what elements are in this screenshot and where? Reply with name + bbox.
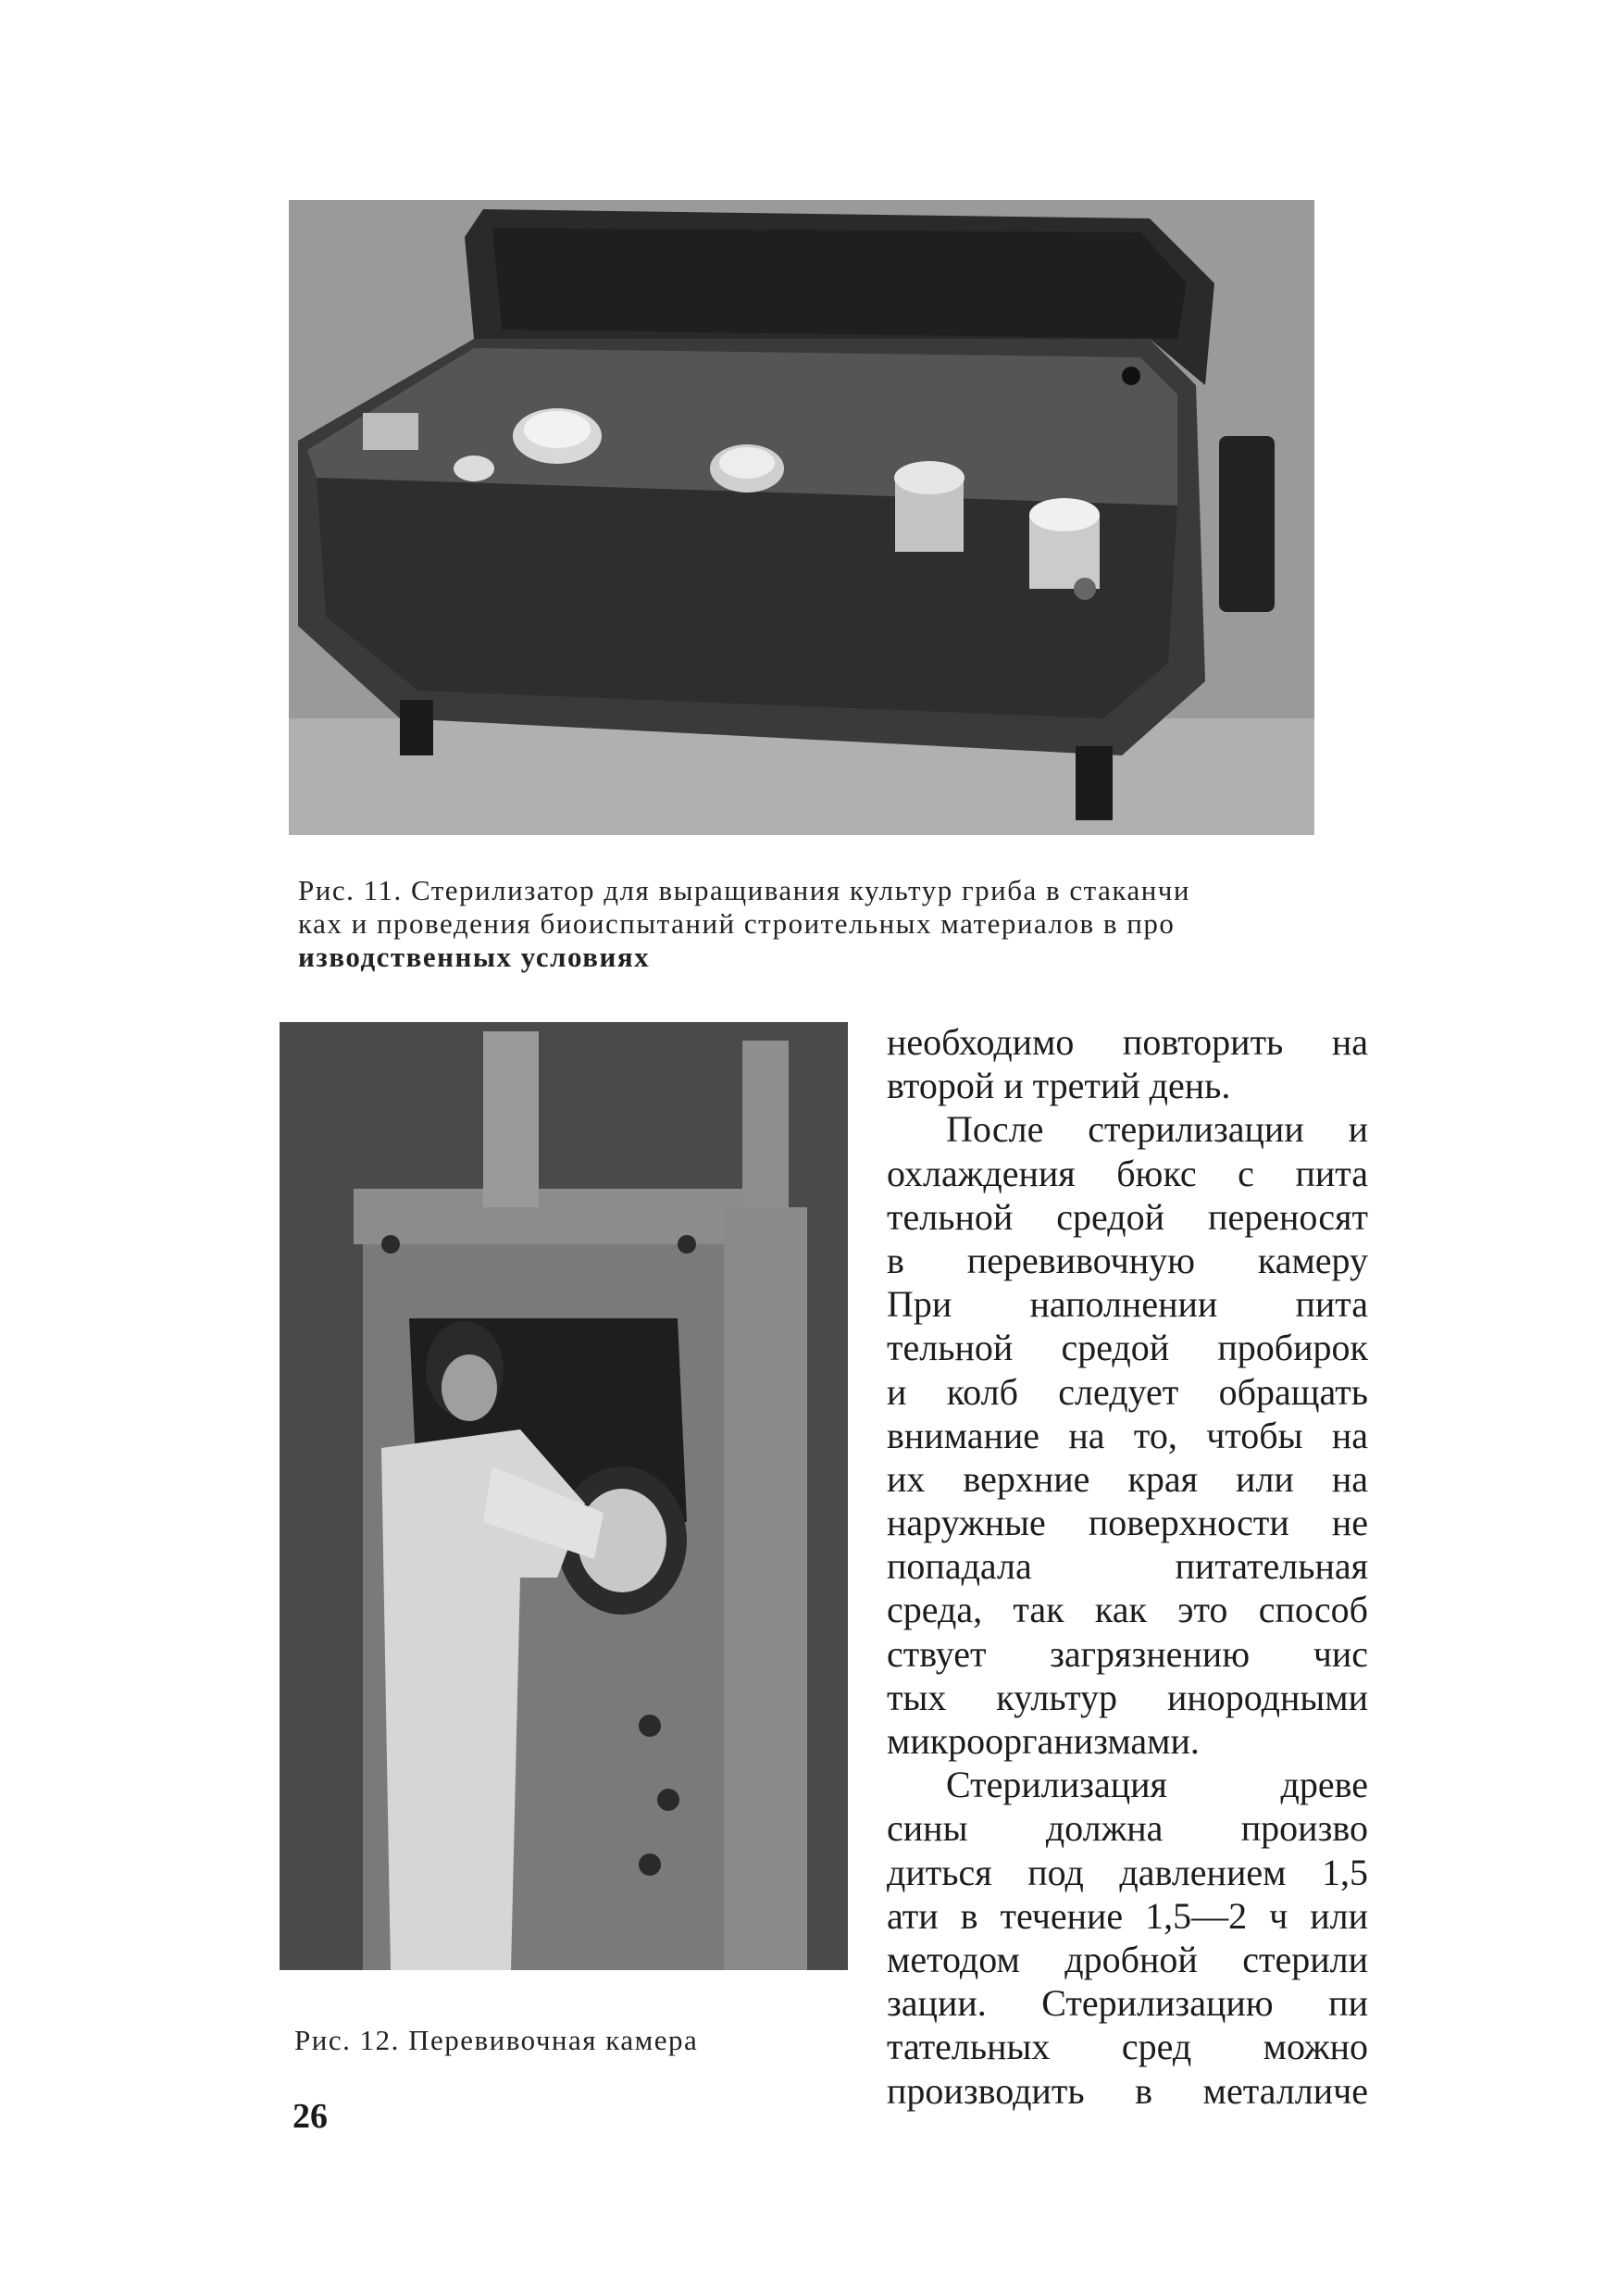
body-line: среда, так как это способ [887,1589,1368,1631]
body-line: Стерилизация древе [946,1764,1368,1806]
body-line: второй и третий день. [887,1065,1231,1107]
body-line: методом дробной стерили [887,1938,1368,1980]
body-line: сины должна произво [887,1807,1368,1850]
body-line: тых культур инородными [887,1676,1368,1718]
body-line: попадала питательная [887,1545,1368,1588]
body-line: зации. Стерилизацию пи [887,1982,1368,2025]
figure-11-caption-line-1: Рис. 11. Стерилизатор для выращивания культур гриба в стаканчи [298,874,1190,906]
figure-11-photo [289,200,1314,835]
body-line: При наполнении пита [887,1283,1368,1326]
body-line: внимание на то, чтобы на [887,1414,1368,1456]
body-text-column [887,1020,1368,2113]
body-line: наружные поверхности не [887,1502,1368,1544]
body-line: ати в течение 1,5—2 ч или [887,1894,1368,1937]
figure-11-caption-line-3: изводственных условиях [298,941,651,973]
figure-12-caption: Рис. 12. Перевивочная камера [294,2024,699,2056]
body-line: охлаждения бюкс с пита [887,1152,1368,1194]
body-line: После стерилизации и [946,1108,1368,1151]
figure-11-caption [298,874,1363,974]
body-line: тательных сред можно [887,2026,1368,2068]
body-line: и колб следует обращать [887,1370,1368,1413]
body-line: микроорганизмами. [887,1720,1200,1762]
body-line: в перевивочную камеру [887,1239,1368,1281]
body-line: производить в металличе [887,2069,1368,2112]
figure-12-photo [280,1022,848,1970]
body-line: диться под давлением 1,5 [887,1851,1368,1893]
page-number: 26 [292,2097,328,2136]
body-line: их верхние края или на [887,1457,1368,1500]
body-line: тельной средой переносят [887,1195,1368,1238]
body-line: необходимо повторить на [887,1021,1368,1063]
body-line: ствует загрязнению чис [887,1632,1368,1675]
body-line: тельной средой пробирок [887,1327,1368,1369]
figure-11-caption-line-2: ках и проведения биоиспытаний строительных материалов в про [298,907,1176,940]
